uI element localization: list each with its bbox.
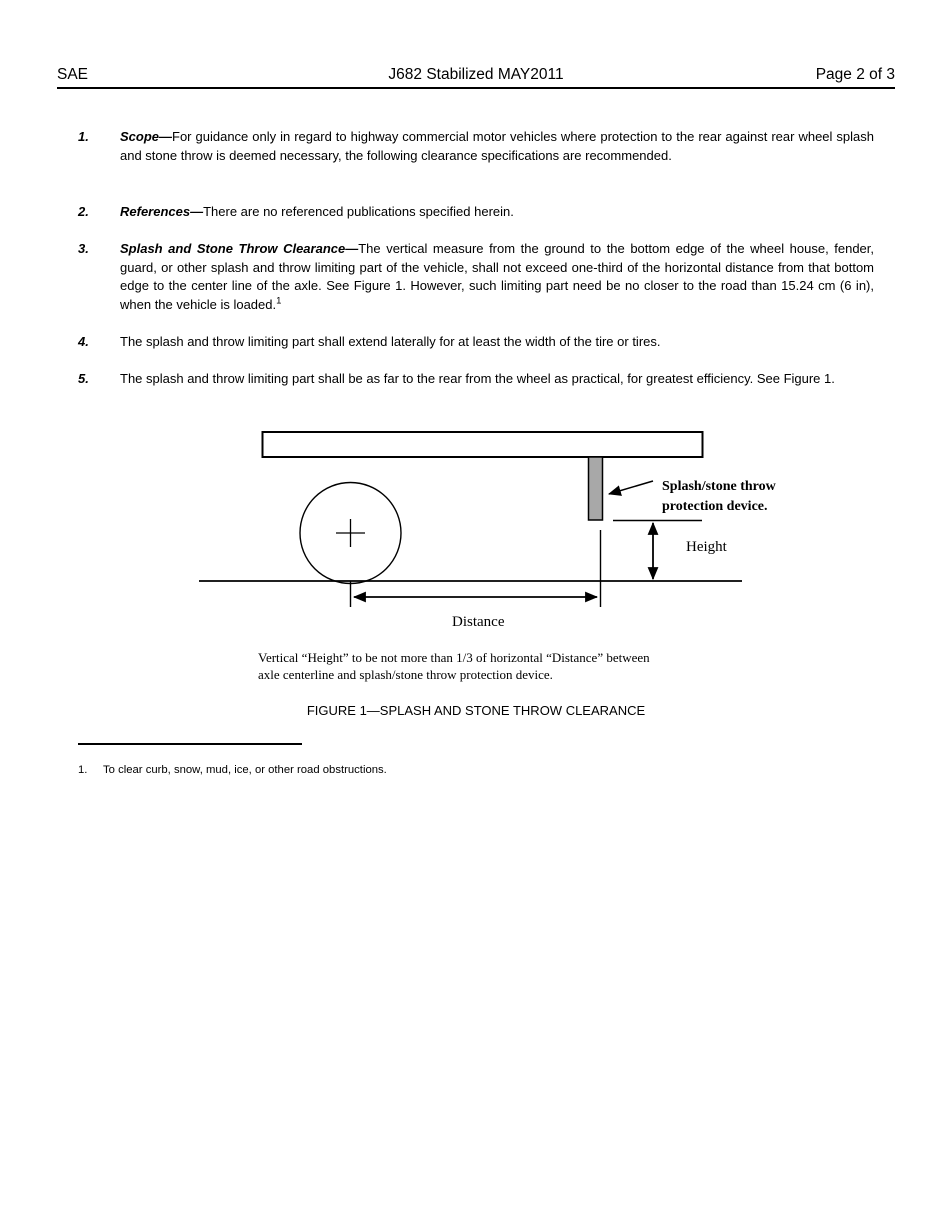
paragraph-lead: References— bbox=[120, 204, 204, 219]
paragraph-clearance bbox=[78, 240, 874, 314]
figure-note bbox=[258, 650, 718, 684]
paragraph-number: 1. bbox=[78, 129, 89, 144]
device-label-leader-arrow bbox=[609, 481, 653, 494]
figure-note-line1: Vertical “Height” to be not more than 1/3 of horizontal “Distance” between bbox=[258, 650, 650, 665]
paragraph-body: The splash and throw limiting part shall be as far to the rear from the wheel as practical, for greatest efficiency. See Figure 1. bbox=[120, 371, 835, 386]
paragraph-body: For guidance only in regard to highway commercial motor vehicles where protection to the rear against rear wheel splash and stone throw is deemed necessary, the following clearance specifications are recommended. bbox=[120, 129, 874, 163]
paragraph-references bbox=[78, 203, 874, 222]
distance-label: Distance bbox=[452, 614, 505, 630]
height-label: Height bbox=[686, 539, 727, 555]
paragraph-text bbox=[120, 203, 874, 222]
paragraph-number: 3. bbox=[78, 241, 89, 256]
paragraph-scope bbox=[78, 128, 874, 165]
device-label-line2: protection device. bbox=[662, 499, 768, 514]
footnote-text: To clear curb, snow, mud, ice, or other road obstructions. bbox=[103, 764, 387, 776]
footnote-number: 1. bbox=[78, 764, 88, 776]
figure-1-diagram bbox=[0, 423, 950, 638]
vehicle-body-rect bbox=[263, 432, 703, 457]
paragraph-body: There are no referenced publications specified herein. bbox=[203, 204, 514, 219]
page-header bbox=[57, 64, 895, 89]
paragraph-text bbox=[120, 333, 874, 352]
footnote-reference: 1 bbox=[276, 295, 282, 307]
header-page-number: Page 2 of 3 bbox=[815, 66, 896, 83]
paragraph-body: The vertical measure from the ground to the bottom edge of the wheel house, fender, guard, or other splash and throw limiting part of the vehicle, shall not exceed one-third of the horizontal distance from that bottom edge to the center line of the axle. See Figure 1. However, such limiting part need be no closer to the road than 15.24 cm (6 in), when the vehicle is loaded. bbox=[120, 241, 874, 312]
protection-device-bar bbox=[589, 457, 603, 520]
paragraph-body: The splash and throw limiting part shall extend laterally for at least the width of the tire or tires. bbox=[120, 334, 661, 349]
device-label-line1: Splash/stone throw bbox=[662, 479, 776, 494]
paragraph-lateral-extent bbox=[78, 333, 874, 352]
paragraph-text bbox=[120, 240, 874, 314]
paragraph-text bbox=[120, 128, 874, 165]
footnote-separator-rule bbox=[78, 743, 302, 745]
header-org: SAE bbox=[57, 66, 89, 83]
figure-title: FIGURE 1—SPLASH AND STONE THROW CLEARANCE bbox=[306, 703, 646, 718]
footnote bbox=[78, 763, 778, 778]
paragraph-lead: Splash and Stone Throw Clearance— bbox=[120, 241, 359, 256]
paragraph-lead: Scope— bbox=[120, 129, 173, 144]
figure-note-line2: axle centerline and splash/stone throw protection device. bbox=[258, 666, 553, 682]
paragraph-number: 4. bbox=[78, 334, 89, 349]
paragraph-number: 5. bbox=[78, 371, 89, 386]
paragraph-text bbox=[120, 370, 874, 389]
paragraph-number: 2. bbox=[78, 204, 89, 219]
header-doc-title: J682 Stabilized MAY2011 bbox=[388, 66, 564, 83]
paragraph-rear-position bbox=[78, 370, 874, 389]
